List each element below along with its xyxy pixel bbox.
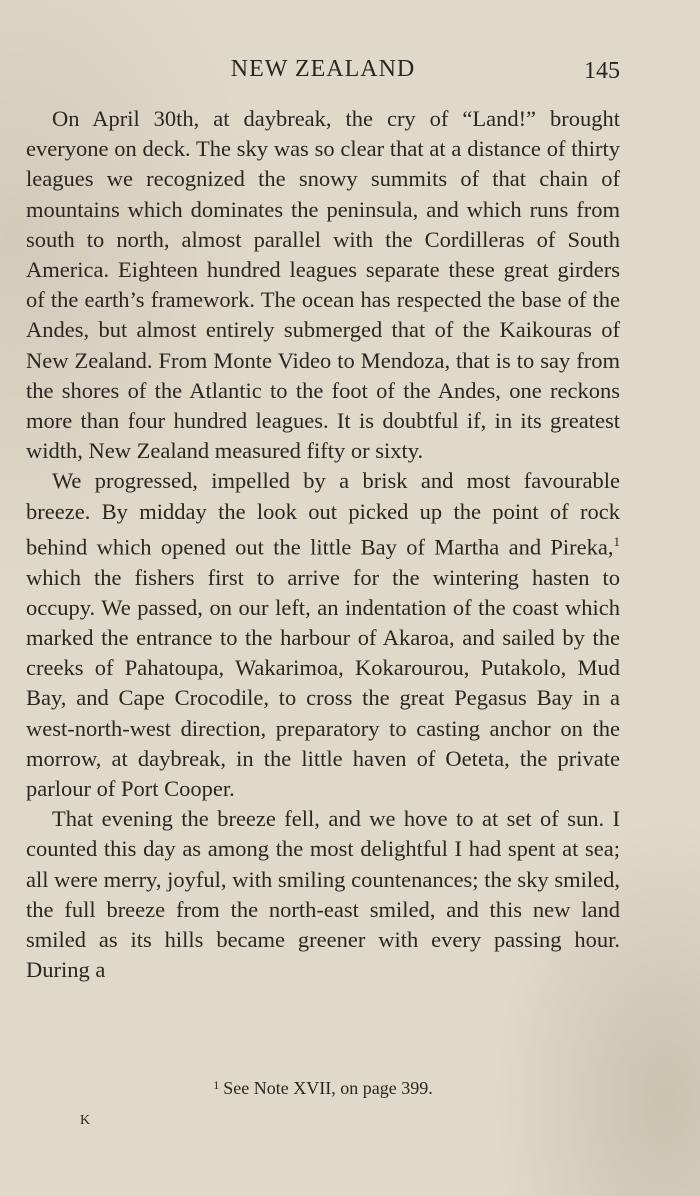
footnote xyxy=(0,1078,646,1099)
chapter-title: NEW ZEALAND xyxy=(230,56,416,82)
signature-mark: K xyxy=(80,1113,91,1128)
paragraph-1: On April 30th, at daybreak, the cry of “Land!” brought everyone on deck. The sky was so clear that at a distance of thirty leagues we recognized the snowy summits of that chain of mountains which dominates the peninsula, and which runs from south to north, almost parallel with the Cordilleras of South America. Eighteen hundred leagues separate these great girders of the earth’s framework. The ocean has respected the base of the Andes, but almost entirely submerged that of the Kaikouras of New Zealand. From Monte Video to Mendoza, that is to say from the shores of the Atlantic to the foot of the Andes, one reckons more than four hundred leagues. It is doubtful if, in its greatest width, New Zealand measured fifty or sixty. xyxy=(26,106,620,464)
footnote-reference: 1 xyxy=(613,533,620,549)
paragraph-2-part-1: We progressed, impelled by a brisk and most favourable breeze. By midday the look out picked up the point of rock behind which opened out the little Bay of Martha and Pireka, xyxy=(26,468,620,560)
paragraph-3: That evening the breeze fell, and we hove to at set of sun. I counted this day as among the most delightful I had spent at sea; all were merry, joyful, with smiling countenances; the sky smiled, the full breeze from the north-east smiled, and this new land smiled as its hills became greener with every passing hour. During a xyxy=(26,806,620,983)
paragraph-2-part-2: which the fishers first to arrive for the wintering hasten to occupy. We passed, on our left, an indentation of the coast which marked the entrance to the harbour of Akaroa, and sailed by the creeks of Pahatoupa, Wakarimoa, Kokarourou, Putakolo, Mud Bay, and Cape Crocodile, to cross the great Pegasus Bay in a west-north-west direction, preparatory to casting anchor on the morrow, at daybreak, in the little haven of Oeteta, the private parlour of Port Cooper. xyxy=(26,564,620,801)
paragraph-2 xyxy=(26,466,620,804)
running-head xyxy=(26,56,620,86)
footnote-mark: 1 xyxy=(213,1078,220,1092)
page-number: 145 xyxy=(584,58,620,84)
footnote-text: See Note XVII, on page 399. xyxy=(223,1078,433,1098)
body-text xyxy=(26,104,620,985)
